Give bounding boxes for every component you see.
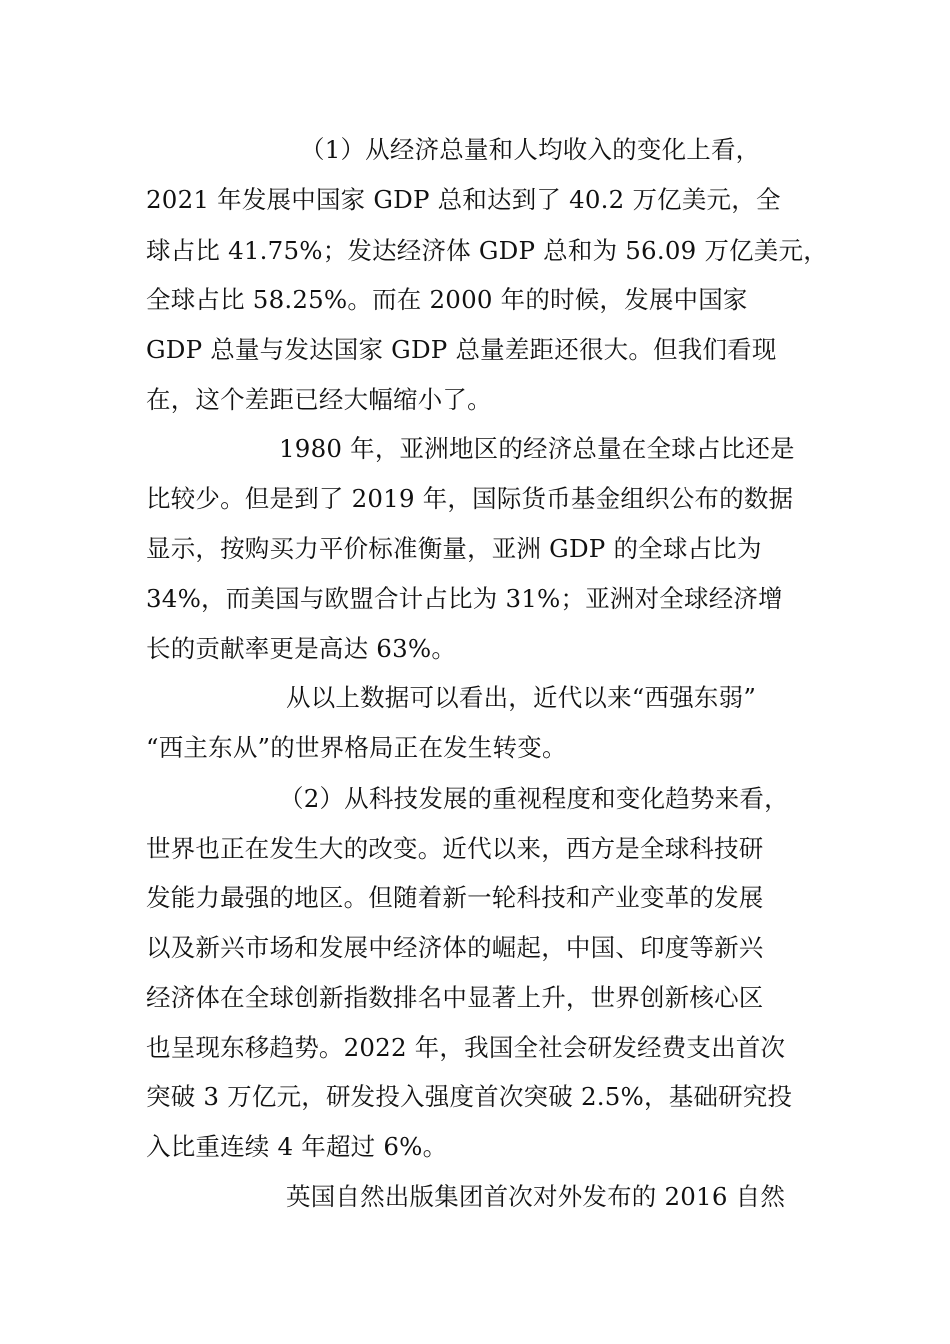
- text-line: 世界也正在发生大的改变。近代以来，西方是全球科技研: [146, 834, 764, 863]
- text-line: 显示，按购买力平价标准衡量，亚洲 GDP 的全球占比为: [146, 534, 762, 563]
- text-line: 英国自然出版集团首次对外发布的 2016 自然: [286, 1182, 786, 1211]
- text-line: 突破 3 万亿元，研发投入强度首次突破 2.5%，基础研究投: [146, 1082, 793, 1111]
- text-line: 入比重连续 4 年超过 6%。: [146, 1132, 448, 1161]
- text-line: （2）从科技发展的重视程度和变化趋势来看，: [279, 784, 789, 813]
- text-line: “西主东从”的世界格局正在发生转变。: [146, 733, 567, 762]
- text-line: 经济体在全球创新指数排名中显著上升，世界创新核心区: [146, 983, 764, 1012]
- text-line: 从以上数据可以看出，近代以来“西强东弱”: [286, 683, 757, 712]
- text-line: 也呈现东移趋势。2022 年，我国全社会研发经费支出首次: [146, 1033, 786, 1062]
- text-line: 34%，而美国与欧盟合计占比为 31%；亚洲对全球经济增: [146, 584, 783, 613]
- text-line: 发能力最强的地区。但随着新一轮科技和产业变革的发展: [146, 883, 764, 912]
- text-line: 1980 年，亚洲地区的经济总量在全球占比还是: [279, 434, 795, 463]
- text-line: 2021 年发展中国家 GDP 总和达到了 40.2 万亿美元，全: [146, 185, 781, 214]
- text-line: 球占比 41.75%；发达经济体 GDP 总和为 56.09 万亿美元，: [146, 236, 828, 265]
- text-line: 在，这个差距已经大幅缩小了。: [146, 385, 492, 414]
- text-line: （1）从经济总量和人均收入的变化上看，: [300, 135, 761, 164]
- text-line: 比较少。但是到了 2019 年，国际货币基金组织公布的数据: [146, 484, 794, 513]
- text-line: 以及新兴市场和发展中经济体的崛起，中国、印度等新兴: [146, 933, 764, 962]
- text-line: 全球占比 58.25%。而在 2000 年的时候，发展中国家: [146, 285, 748, 314]
- text-line: GDP 总量与发达国家 GDP 总量差距还很大。但我们看现: [146, 335, 777, 364]
- text-line: 长的贡献率更是高达 63%。: [146, 634, 457, 663]
